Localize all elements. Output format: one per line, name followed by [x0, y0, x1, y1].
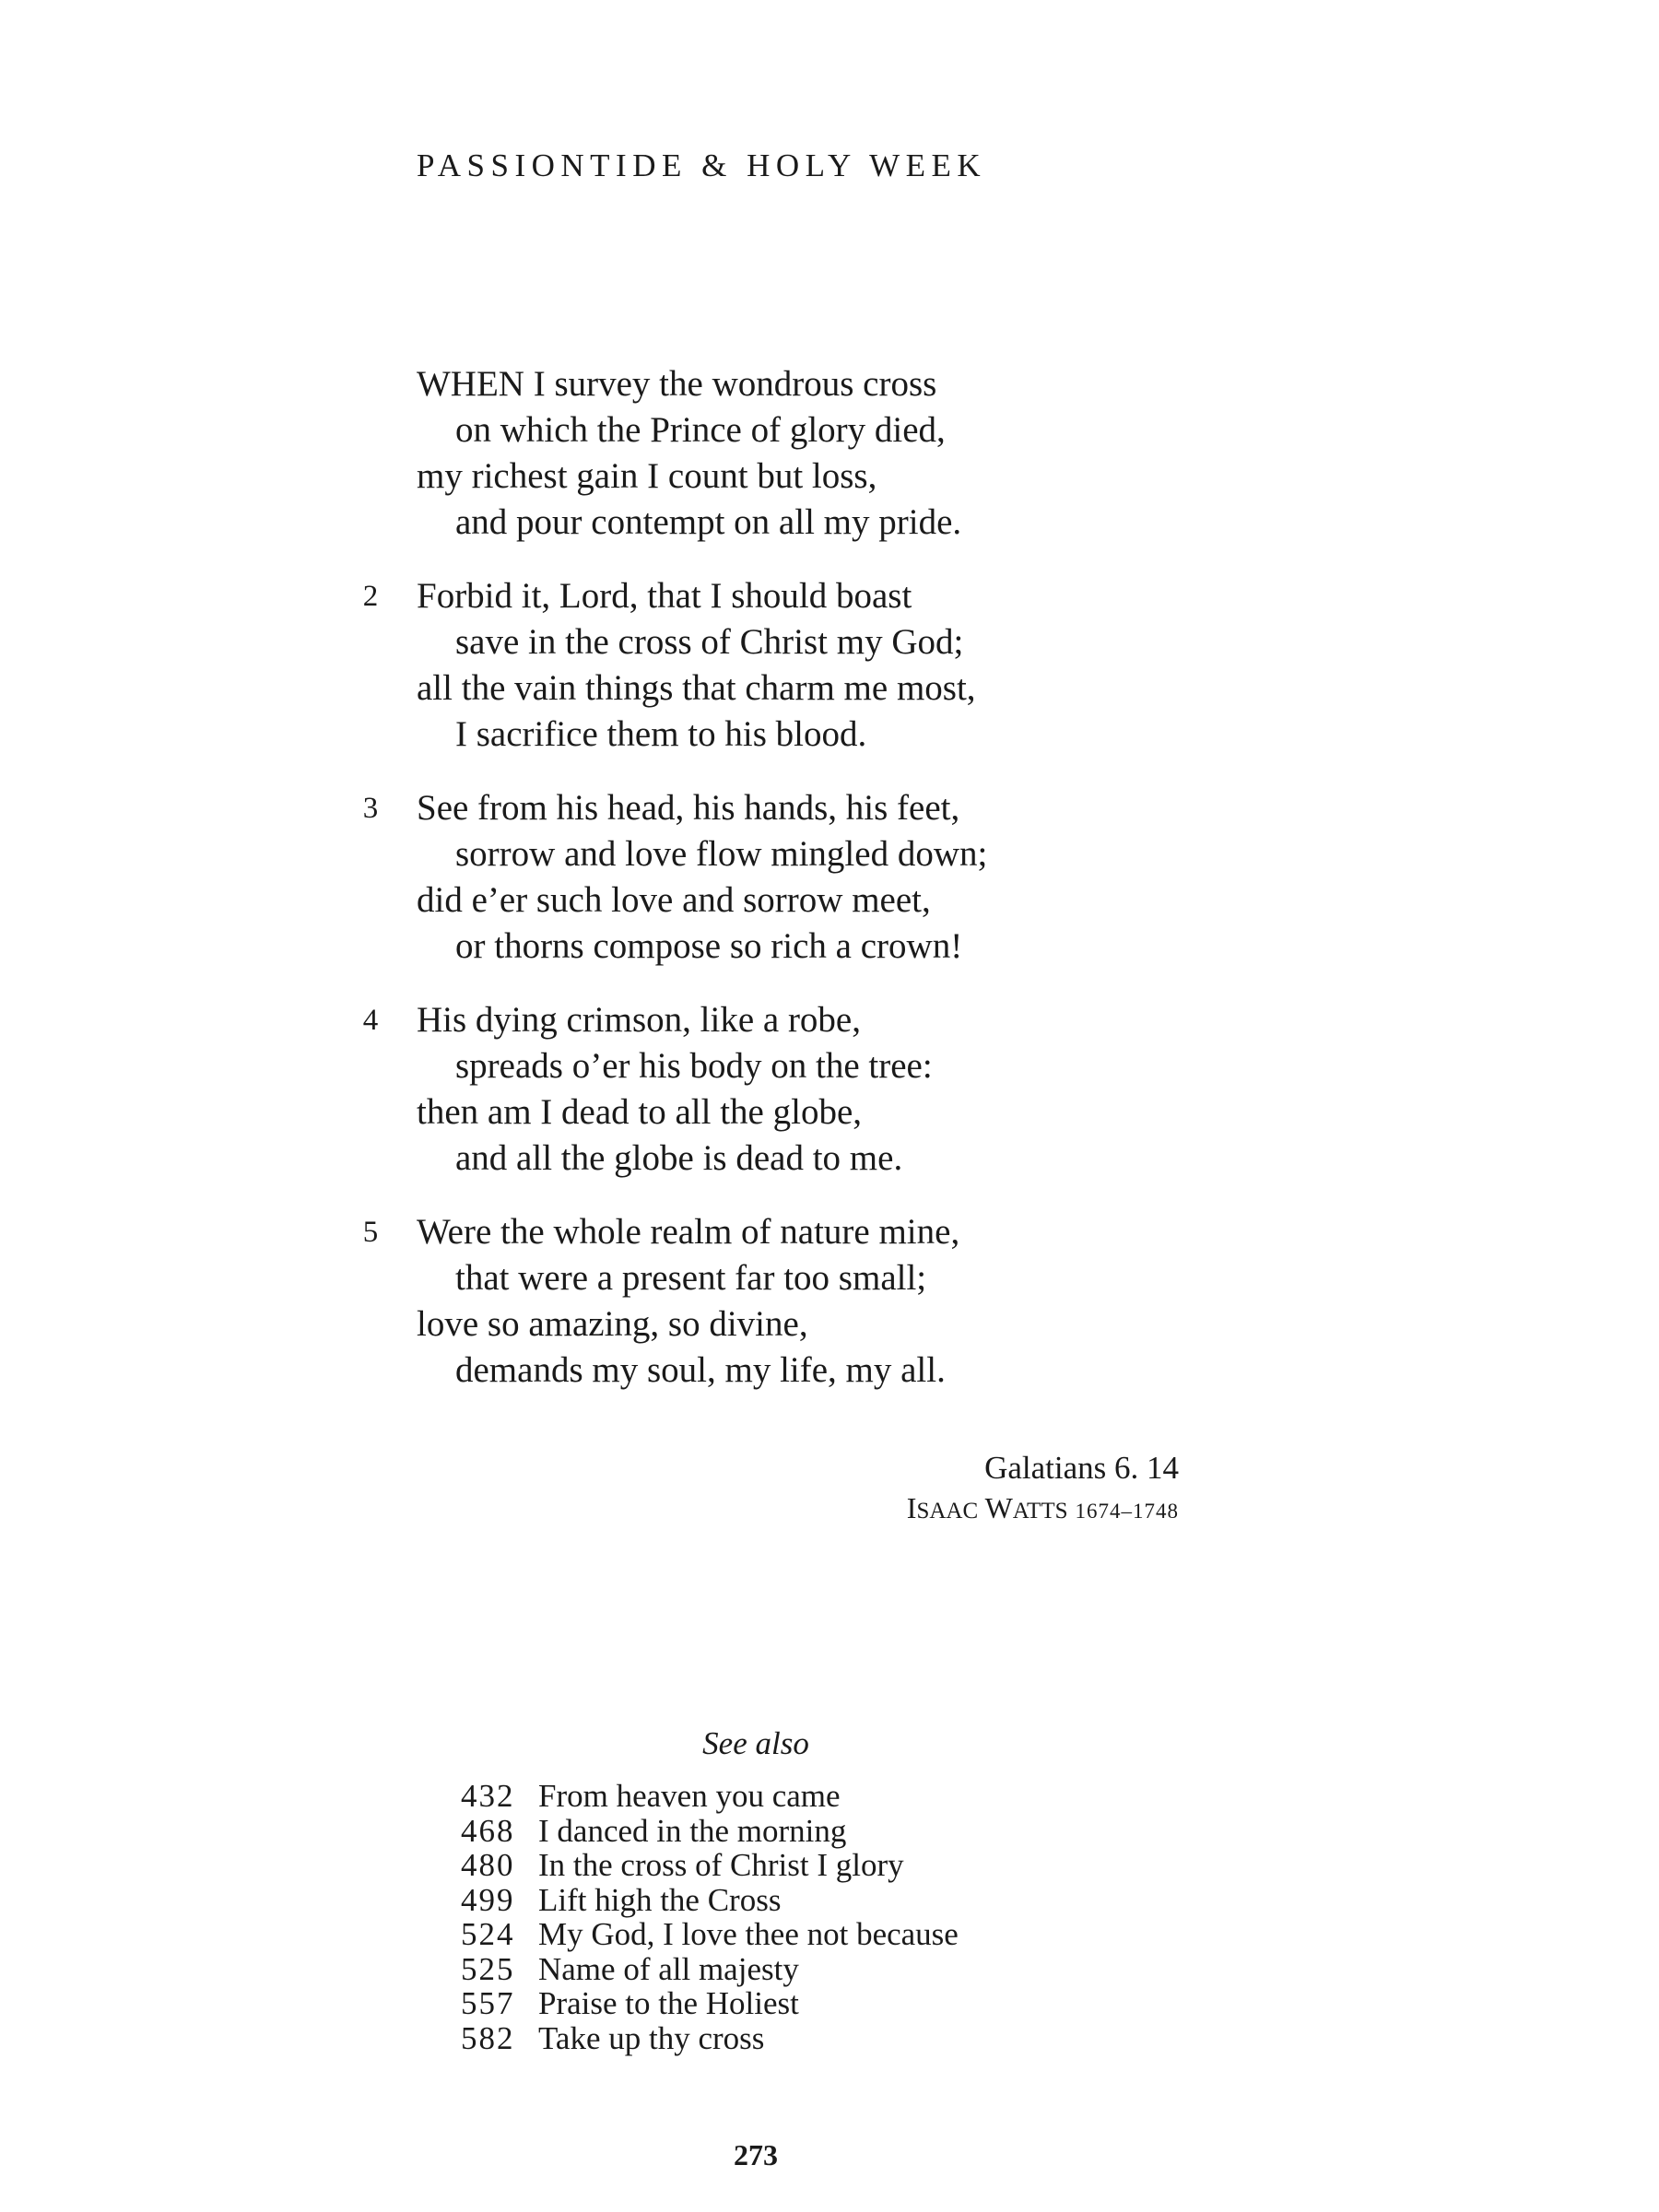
- verse-line: See from his head, his hands, his feet,: [417, 788, 960, 828]
- verse-line: His dying crimson, like a robe,: [417, 1000, 861, 1040]
- verse-line: demands my soul, my life, my all.: [455, 1350, 946, 1390]
- see-also-item: [461, 1952, 959, 1987]
- see-also-item: [461, 2021, 959, 2056]
- hymn-number: 525: [461, 1950, 515, 1987]
- verse-line: Forbid it, Lord, that I should boast: [417, 576, 912, 616]
- see-also-item: [461, 1917, 959, 1952]
- author-dates: 1674–1748: [1075, 1500, 1179, 1523]
- verse-line: my richest gain I count but loss,: [417, 456, 877, 496]
- see-also-item: [461, 1986, 959, 2021]
- author-initial: W: [984, 1491, 1013, 1524]
- verse-line: then am I dead to all the globe,: [417, 1092, 863, 1132]
- hymn-title: In the cross of Christ I glory: [538, 1847, 904, 1883]
- verse-line: sorrow and love flow mingled down;: [455, 834, 988, 874]
- hymn-title: From heaven you came: [538, 1778, 841, 1814]
- verse-line: spreads o’er his body on the tree:: [455, 1046, 933, 1086]
- see-also-heading: See also: [702, 1725, 809, 1761]
- hymn-number: 557: [461, 1985, 515, 2021]
- running-head: PASSIONTIDE & HOLY WEEK: [417, 147, 987, 183]
- hymn-title: Take up thy cross: [538, 2019, 765, 2056]
- verse-5: [359, 1209, 1189, 1394]
- verse-line: Were the whole realm of nature mine,: [417, 1212, 960, 1252]
- hymn-number: 524: [461, 1916, 515, 1952]
- see-also-item: [461, 1779, 959, 1814]
- hymn-number: 480: [461, 1847, 515, 1883]
- hymn-text: [359, 361, 1189, 1421]
- hymn-number: 432: [461, 1778, 515, 1814]
- verse-line: love so amazing, so divine,: [417, 1304, 808, 1344]
- author-small-caps: ATTS: [1012, 1499, 1068, 1524]
- author-initial: I: [906, 1491, 917, 1524]
- verse-line: save in the cross of Christ my God;: [455, 622, 964, 662]
- verse-number: 2: [362, 580, 379, 613]
- hymn-title: Praise to the Holiest: [538, 1985, 799, 2021]
- see-also-item: [461, 1848, 959, 1883]
- verse-line: WHEN I survey the wondrous cross: [417, 364, 937, 404]
- verse-2: [359, 573, 1189, 758]
- verse-line: on which the Prince of glory died,: [455, 410, 946, 450]
- author-name: [907, 1489, 1179, 1530]
- scripture-reference: Galatians 6. 14: [984, 1450, 1179, 1486]
- verse-line: all the vain things that charm me most,: [417, 668, 976, 708]
- verse-1: [359, 361, 1189, 546]
- hymn-title: I danced in the morning: [538, 1812, 847, 1849]
- see-also-list: [461, 1779, 959, 2055]
- verse-line: that were a present far too small;: [455, 1258, 927, 1298]
- verse-4: [359, 997, 1189, 1182]
- verse-line: did e’er such love and sorrow meet,: [417, 880, 931, 920]
- page-number: 273: [734, 2138, 778, 2171]
- hymn-number: 468: [461, 1812, 515, 1849]
- verse-line: I sacrifice them to his blood.: [455, 714, 867, 754]
- see-also-item: [461, 1814, 959, 1849]
- verse-number: 3: [362, 792, 379, 825]
- hymn-title: Lift high the Cross: [538, 1881, 782, 1918]
- verse-line: or thorns compose so rich a crown!: [455, 926, 963, 966]
- hymn-number: 582: [461, 2019, 515, 2056]
- verse-number: 5: [362, 1216, 379, 1249]
- hymn-title: Name of all majesty: [538, 1950, 799, 1987]
- hymn-number: 499: [461, 1881, 515, 1918]
- attribution: [907, 1447, 1179, 1530]
- verse-line: and all the globe is dead to me.: [455, 1138, 903, 1178]
- hymn-title: My God, I love thee not because: [538, 1916, 959, 1952]
- see-also-item: [461, 1883, 959, 1918]
- verse-line: and pour contempt on all my pride.: [455, 502, 962, 542]
- verse-3: [359, 785, 1189, 970]
- author-small-caps: SAAC: [916, 1499, 979, 1524]
- verse-number: 4: [362, 1004, 379, 1037]
